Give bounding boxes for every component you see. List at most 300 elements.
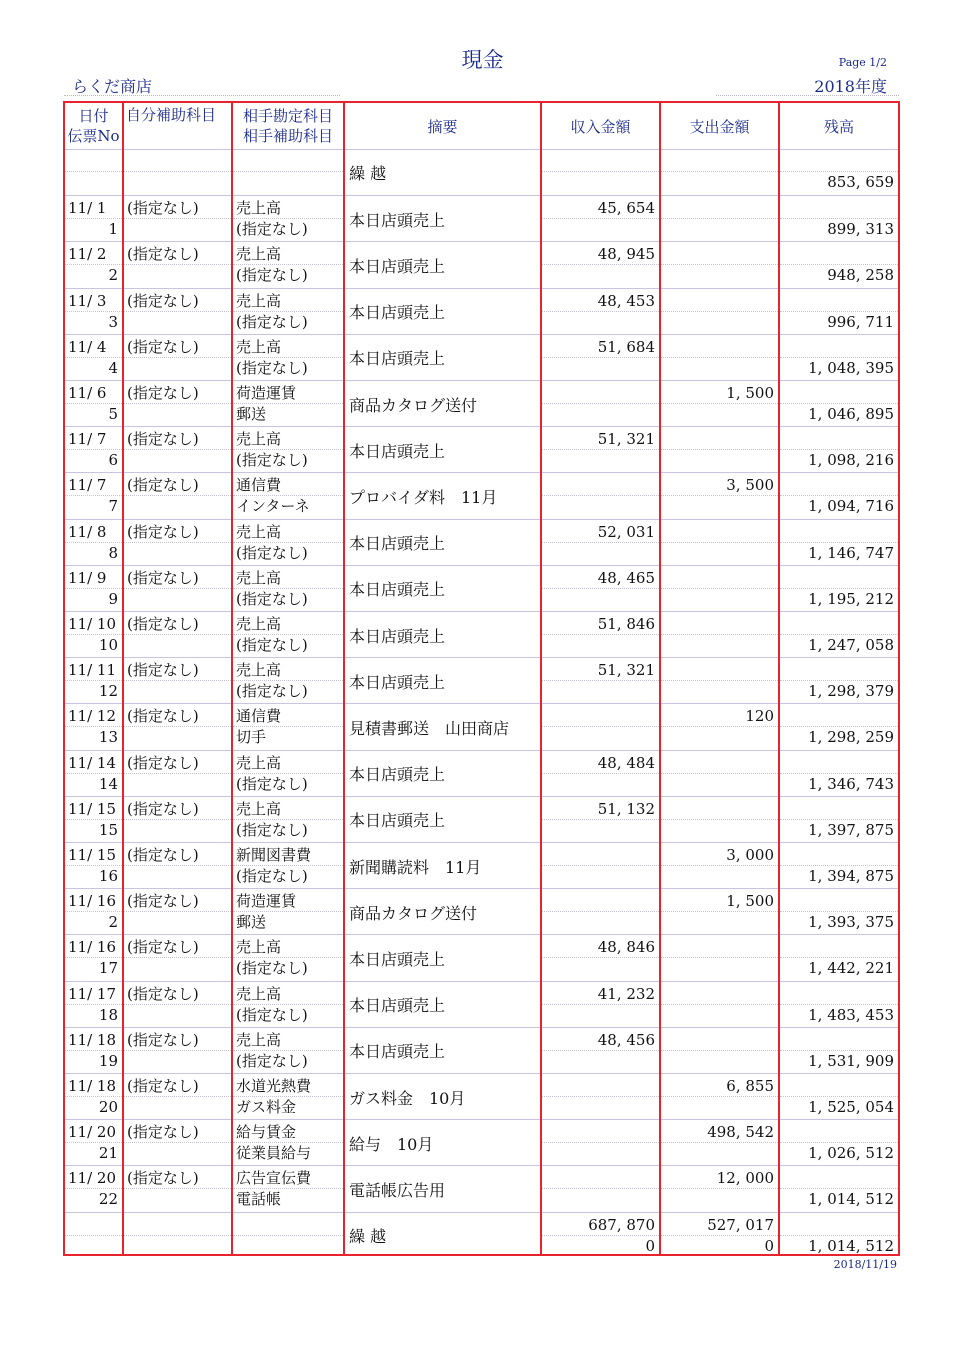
balance-cell [780, 520, 898, 566]
counter-sub: 郵送 [236, 405, 267, 423]
table-row [65, 195, 898, 242]
income-cell [542, 889, 659, 935]
expense-cell [661, 935, 778, 981]
balance: 1, 483, 453 [808, 1005, 894, 1024]
balance-cell [780, 473, 898, 519]
balance-cell [780, 889, 898, 935]
slip-no: 4 [108, 358, 118, 377]
header-counter-sub: 相手補助科目 [242, 127, 333, 145]
counter-cell [233, 381, 343, 427]
income: 51, 321 [597, 430, 655, 449]
table-row [65, 426, 898, 473]
date-slip-cell [65, 658, 122, 704]
balance: 1, 247, 058 [808, 636, 894, 654]
date-slip-cell [65, 149, 122, 195]
date: 11/ 3 [68, 291, 107, 310]
date: 11/ 15 [68, 799, 116, 818]
header-balance: 残高 [823, 117, 854, 136]
counter-cell [233, 751, 343, 797]
fiscal-year-underline [716, 95, 899, 96]
income-cell [542, 289, 659, 335]
counter-sub: インターネ [236, 497, 310, 516]
summary-cell: 本日店頭売上 [349, 210, 446, 230]
expense: 1, 500 [726, 892, 774, 911]
counter-sub: (指定なし) [236, 312, 308, 331]
date-slip-cell [65, 196, 122, 242]
balance-cell [780, 196, 898, 242]
balance: 1, 014, 512 [808, 1190, 894, 1209]
expense-cell [661, 1028, 778, 1074]
shop-name-underline [64, 95, 340, 96]
income: 51, 684 [597, 337, 655, 356]
expense-cell [661, 149, 778, 195]
own-sub: (指定なし) [127, 430, 199, 449]
income: 45, 654 [597, 199, 655, 218]
balance: 1, 346, 743 [808, 774, 894, 793]
counter-cell [233, 196, 343, 242]
counter-cell [233, 1213, 343, 1256]
date-slip-cell [65, 289, 122, 335]
summary-cell: 本日店頭売上 [349, 441, 446, 461]
counter-account: 広告宣伝費 [236, 1169, 312, 1188]
balance-cell [780, 335, 898, 381]
slip-no: 9 [108, 589, 118, 608]
own-sub: (指定なし) [127, 615, 199, 633]
own-sub-cell [124, 381, 231, 427]
counter-account: 売上高 [236, 984, 282, 1003]
date: 11/ 20 [68, 1123, 116, 1142]
own-sub: (指定なし) [127, 846, 199, 864]
own-sub-cell [124, 1028, 231, 1074]
slip-no: 2 [108, 913, 118, 932]
summary-cell: 本日店頭売上 [349, 1042, 446, 1062]
table-row [65, 1027, 898, 1074]
date-slip-cell [65, 797, 122, 843]
own-sub-cell [124, 196, 231, 242]
balance-cell [780, 1120, 898, 1166]
table-row [65, 519, 898, 566]
own-sub-cell [124, 520, 231, 566]
col-divider [778, 103, 780, 1254]
own-sub-cell [124, 704, 231, 750]
balance-cell [780, 658, 898, 704]
counter-account: 通信費 [236, 707, 282, 726]
income: 51, 321 [597, 661, 655, 680]
date: 11/ 6 [68, 384, 107, 402]
own-sub: (指定なし) [127, 892, 199, 911]
own-sub: (指定なし) [127, 476, 199, 495]
date-slip-cell [65, 612, 122, 658]
date: 11/ 12 [68, 707, 116, 726]
balance: 996, 711 [827, 312, 894, 331]
date-slip-cell [65, 566, 122, 612]
balance: 1, 531, 909 [808, 1051, 894, 1070]
expense-cell [661, 473, 778, 519]
slip-no: 15 [98, 820, 118, 839]
expense: 6, 855 [726, 1077, 774, 1095]
table-row [65, 472, 898, 519]
date-slip-cell [65, 1120, 122, 1166]
expense: 1, 500 [726, 384, 774, 402]
expense: 120 [745, 707, 774, 726]
date: 11/ 2 [68, 245, 107, 264]
balance: 1, 046, 895 [808, 405, 894, 423]
expense-cell [661, 520, 778, 566]
counter-account: 荷造運賃 [236, 892, 297, 911]
balance-cell [780, 427, 898, 473]
counter-account: 売上高 [236, 199, 282, 218]
balance-cell [780, 843, 898, 889]
income: 48, 453 [597, 291, 655, 310]
own-sub: (指定なし) [127, 799, 199, 818]
date-slip-cell [65, 427, 122, 473]
expense-cell [661, 751, 778, 797]
balance: 1, 146, 747 [808, 543, 894, 562]
slip-no: 12 [98, 682, 118, 701]
header-counter [233, 103, 343, 149]
expense-cell [661, 196, 778, 242]
table-row [65, 842, 898, 889]
counter-sub: (指定なし) [236, 1005, 308, 1024]
counter-account: 荷造運賃 [236, 384, 297, 402]
own-sub: (指定なし) [127, 384, 199, 402]
counter-cell [233, 473, 343, 519]
own-sub: (指定なし) [127, 1077, 199, 1095]
slip-no: 10 [98, 636, 118, 654]
counter-cell [233, 335, 343, 381]
own-sub-cell [124, 843, 231, 889]
balance-cell [780, 289, 898, 335]
table-row [65, 241, 898, 288]
own-sub: (指定なし) [127, 1123, 199, 1142]
date: 11/ 15 [68, 846, 116, 864]
balance-cell [780, 149, 898, 195]
balance-cell [780, 1213, 898, 1256]
counter-account: 売上高 [236, 661, 282, 680]
date: 11/ 18 [68, 1077, 116, 1095]
income: 48, 945 [597, 245, 655, 264]
expense-cell [661, 658, 778, 704]
counter-cell [233, 1074, 343, 1120]
counter-cell [233, 289, 343, 335]
date: 11/ 10 [68, 615, 116, 633]
own-sub: (指定なし) [127, 1030, 199, 1049]
expense: 3, 000 [726, 846, 774, 864]
counter-account: 水道光熱費 [236, 1077, 312, 1095]
slip-no: 17 [98, 959, 118, 978]
own-sub-cell [124, 289, 231, 335]
own-sub-cell [124, 612, 231, 658]
date: 11/ 8 [68, 522, 107, 541]
summary-cell: プロバイダ料 11月 [349, 487, 498, 507]
counter-sub: (指定なし) [236, 867, 308, 885]
own-sub-cell [124, 473, 231, 519]
counter-sub: 郵送 [236, 913, 267, 932]
date: 11/ 7 [68, 476, 107, 495]
own-sub: (指定なし) [127, 291, 199, 310]
summary-cell: 本日店頭売上 [349, 811, 446, 831]
col-divider [659, 103, 661, 1254]
own-sub: (指定なし) [127, 938, 199, 957]
date-slip-cell [65, 704, 122, 750]
counter-account: 売上高 [236, 337, 282, 356]
summary-cell: 電話帳広告用 [349, 1180, 446, 1200]
expense-cell [661, 242, 778, 288]
counter-cell [233, 1120, 343, 1166]
counter-account: 給与賃金 [236, 1123, 297, 1142]
date: 11/ 16 [68, 892, 116, 911]
counter-account: 売上高 [236, 245, 282, 264]
counter-cell [233, 566, 343, 612]
table-row [65, 565, 898, 612]
expense-cell [661, 1166, 778, 1212]
slip-no: 13 [98, 728, 118, 747]
income-cell [542, 473, 659, 519]
date-slip-cell [65, 982, 122, 1028]
header-summary: 摘要 [427, 117, 458, 136]
page-title: 現金 [461, 48, 504, 72]
counter-sub: (指定なし) [236, 220, 308, 239]
balance: 1, 393, 375 [808, 913, 894, 932]
income-cell [542, 566, 659, 612]
table-row [65, 888, 898, 935]
counter-cell [233, 427, 343, 473]
income: 51, 846 [597, 615, 655, 633]
summary-cell: 本日店頭売上 [349, 534, 446, 554]
counter-cell [233, 797, 343, 843]
counter-account: 売上高 [236, 568, 282, 587]
income-cell [542, 704, 659, 750]
balance-cell [780, 982, 898, 1028]
own-sub-cell [124, 1074, 231, 1120]
income-total-cell [542, 1213, 659, 1256]
expense-cell [661, 427, 778, 473]
date: 11/ 1 [68, 199, 107, 218]
expense-cell [661, 612, 778, 658]
balance-cell [780, 381, 898, 427]
summary-cell: 見積書郵送 山田商店 [349, 718, 510, 738]
income-cell [542, 612, 659, 658]
own-sub: (指定なし) [127, 661, 199, 680]
counter-sub: (指定なし) [236, 589, 308, 608]
own-sub: (指定なし) [127, 199, 199, 218]
date-slip-cell [65, 935, 122, 981]
income-cell [542, 935, 659, 981]
date-slip-cell [65, 1074, 122, 1120]
slip-no: 16 [98, 867, 118, 885]
counter-sub: ガス料金 [236, 1098, 297, 1116]
own-sub-cell [124, 982, 231, 1028]
slip-no: 6 [108, 451, 118, 470]
balance-cell [780, 242, 898, 288]
income-sub: 0 [645, 1236, 655, 1255]
date-slip-cell [65, 1166, 122, 1212]
summary-cell: 本日店頭売上 [349, 303, 446, 323]
date: 11/ 9 [68, 568, 107, 587]
own-sub-cell [124, 751, 231, 797]
income: 48, 465 [597, 568, 655, 587]
income-total: 687, 870 [588, 1215, 655, 1234]
income-cell [542, 1120, 659, 1166]
print-date: 2018/11/19 [833, 1258, 897, 1271]
own-sub-cell [124, 1213, 231, 1256]
expense-cell [661, 889, 778, 935]
date-slip-cell [65, 335, 122, 381]
shop-name: らくだ商店 [72, 77, 153, 96]
date: 11/ 7 [68, 430, 107, 449]
expense-cell [661, 381, 778, 427]
own-sub: (指定なし) [127, 1169, 199, 1188]
counter-account: 売上高 [236, 291, 282, 310]
table-row [65, 1119, 898, 1166]
balance: 1, 394, 875 [808, 867, 894, 885]
header-date: 日付 [78, 107, 109, 125]
own-sub-cell [124, 658, 231, 704]
counter-sub: (指定なし) [236, 959, 308, 978]
own-sub: (指定なし) [127, 984, 199, 1003]
own-sub-cell [124, 1120, 231, 1166]
balance: 1, 525, 054 [808, 1098, 894, 1116]
table-row [65, 981, 898, 1028]
table-row [65, 334, 898, 381]
date: 11/ 17 [68, 984, 116, 1003]
date-slip-cell [65, 751, 122, 797]
header-slip-no: 伝票No [67, 127, 120, 145]
expense-cell [661, 335, 778, 381]
income-cell [542, 843, 659, 889]
header-date-slip [65, 103, 122, 149]
counter-account: 売上高 [236, 799, 282, 818]
slip-no: 2 [108, 266, 118, 285]
expense-cell [661, 289, 778, 335]
income-cell [542, 242, 659, 288]
counter-cell [233, 889, 343, 935]
counter-sub: (指定なし) [236, 451, 308, 470]
summary-cell: 本日店頭売上 [349, 949, 446, 969]
col-divider [122, 103, 124, 1254]
own-sub-cell [124, 335, 231, 381]
slip-no: 19 [98, 1051, 118, 1070]
table-row [65, 657, 898, 704]
table-row [65, 796, 898, 843]
summary-cell: 商品カタログ送付 [349, 903, 478, 923]
date: 11/ 18 [68, 1030, 116, 1049]
balance: 1, 094, 716 [808, 497, 894, 516]
balance: 1, 397, 875 [808, 820, 894, 839]
income-cell [542, 1074, 659, 1120]
header-expense: 支出金額 [689, 117, 750, 136]
counter-cell [233, 982, 343, 1028]
counter-cell [233, 242, 343, 288]
summary-cell: 繰 越 [349, 163, 387, 183]
slip-no: 8 [108, 543, 118, 562]
date-slip-cell [65, 1213, 122, 1256]
date-slip-cell [65, 843, 122, 889]
header-own-sub: 自分補助科目 [126, 106, 217, 124]
own-sub-cell [124, 1166, 231, 1212]
counter-account: 売上高 [236, 615, 282, 633]
balance: 1, 098, 216 [808, 451, 894, 470]
balance-cell [780, 1028, 898, 1074]
date-slip-cell [65, 381, 122, 427]
table-row [65, 750, 898, 797]
header-counter-account: 相手勘定科目 [242, 107, 333, 125]
table-row [65, 703, 898, 750]
col-divider [343, 103, 345, 1254]
table-row [65, 934, 898, 981]
own-sub-cell [124, 566, 231, 612]
balance-cell [780, 751, 898, 797]
expense-cell [661, 566, 778, 612]
expense: 3, 500 [726, 476, 774, 495]
slip-no: 18 [98, 1005, 118, 1024]
table-row [65, 380, 898, 427]
date-slip-cell [65, 889, 122, 935]
expense-cell [661, 982, 778, 1028]
summary-cell: 本日店頭売上 [349, 765, 446, 785]
table-row [65, 1165, 898, 1212]
expense-cell [661, 843, 778, 889]
income: 52, 031 [597, 522, 655, 541]
income-cell [542, 520, 659, 566]
balance: 1, 442, 221 [808, 959, 894, 978]
slip-no: 22 [98, 1190, 118, 1209]
balance-cell [780, 704, 898, 750]
balance-cell [780, 566, 898, 612]
own-sub-cell [124, 427, 231, 473]
income: 41, 232 [597, 984, 655, 1003]
counter-account: 新聞図書費 [236, 846, 312, 864]
balance: 899, 313 [827, 220, 894, 239]
slip-no: 3 [108, 312, 118, 331]
slip-no: 5 [108, 405, 118, 423]
income-cell [542, 1028, 659, 1074]
counter-account: 売上高 [236, 430, 282, 449]
slip-no: 21 [98, 1144, 118, 1163]
cash-ledger-table [63, 101, 900, 1256]
summary-cell: 本日店頭売上 [349, 996, 446, 1016]
own-sub-cell [124, 149, 231, 195]
counter-account: 売上高 [236, 753, 282, 772]
balance: 1, 298, 259 [808, 728, 894, 747]
counter-sub: (指定なし) [236, 358, 308, 377]
summary-cell: ガス料金 10月 [349, 1088, 466, 1108]
income: 48, 456 [597, 1030, 655, 1049]
income-cell [542, 1166, 659, 1212]
final-balance: 1, 014, 512 [808, 1236, 894, 1255]
counter-sub: 電話帳 [236, 1190, 282, 1209]
expense-cell [661, 1120, 778, 1166]
expense-cell [661, 1074, 778, 1120]
balance: 1, 026, 512 [808, 1144, 894, 1163]
summary-cell: 本日店頭売上 [349, 626, 446, 646]
income-cell [542, 149, 659, 195]
expense-sub: 0 [764, 1236, 774, 1255]
slip-no: 20 [98, 1098, 118, 1116]
own-sub: (指定なし) [127, 568, 199, 587]
counter-account: 通信費 [236, 476, 282, 495]
date: 11/ 14 [68, 753, 116, 772]
own-sub: (指定なし) [127, 753, 199, 772]
own-sub-cell [124, 935, 231, 981]
table-row [65, 1073, 898, 1120]
balance-cell [780, 612, 898, 658]
date-slip-cell [65, 520, 122, 566]
balance-cell [780, 1166, 898, 1212]
balance: 1, 195, 212 [808, 589, 894, 608]
balance: 853, 659 [827, 173, 894, 191]
date: 11/ 11 [68, 661, 116, 680]
